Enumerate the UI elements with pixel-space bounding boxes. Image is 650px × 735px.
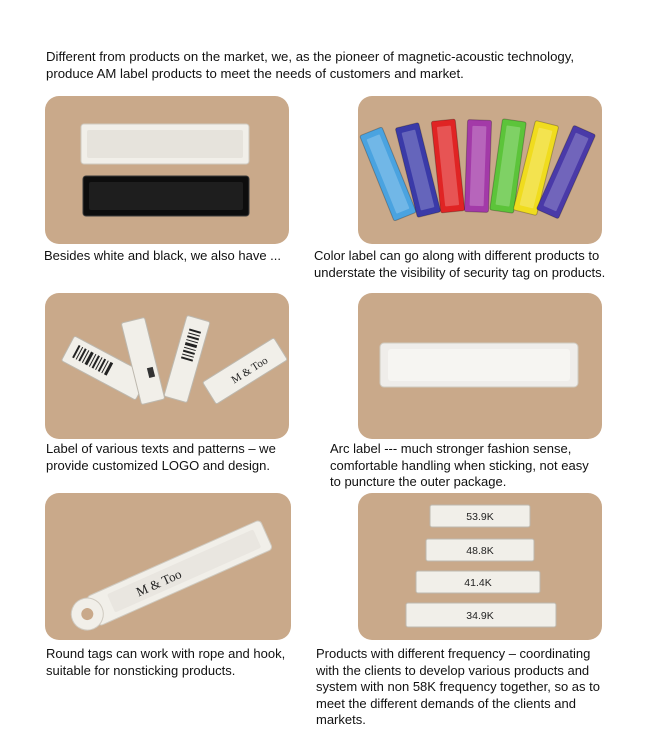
freq-text: 41.4K	[464, 577, 492, 589]
caption-line: Products with different frequency – coordinating	[316, 646, 591, 661]
freq-text: 34.9K	[466, 610, 494, 622]
photo-printed-labels	[45, 293, 289, 439]
photo-frequency-labels	[358, 493, 602, 640]
caption-line: suitable for nonsticking products.	[46, 662, 236, 678]
freq-label-4	[406, 603, 556, 627]
caption-line: Round tags can work with rope and hook,	[46, 646, 286, 661]
color-label-strip	[464, 120, 491, 213]
caption-line: with the clients to develop various products and	[316, 662, 590, 678]
caption-line: meet the different demands of the clients and	[316, 695, 576, 711]
caption-color	[314, 248, 605, 281]
caption-line: comfortable handling when sticking, not easy	[330, 457, 589, 473]
tag-text: M & Too	[229, 354, 271, 387]
photo-color-labels	[358, 96, 602, 244]
caption-line: markets.	[316, 712, 366, 727]
freq-text: 48.8K	[466, 545, 494, 557]
caption-line: system with non 58K frequency together, so as to	[316, 679, 600, 694]
caption-round	[46, 646, 285, 679]
caption-arc	[330, 441, 589, 491]
intro-line-1: Different from products on the market, we, as the pioneer of magnetic-acoustic technology,	[46, 49, 575, 64]
caption-line: understate the visibility of security tag on products.	[314, 264, 606, 280]
caption-line: Arc label --- much stronger fashion sense,	[330, 441, 572, 456]
caption-frequency	[316, 646, 600, 729]
caption-white-black	[44, 248, 281, 265]
caption-line: to puncture the outer package.	[330, 474, 507, 489]
caption-line: provide customized LOGO and design.	[46, 457, 271, 473]
tag-text: M & Too	[133, 566, 184, 600]
caption-printed	[46, 441, 276, 474]
freq-label-1	[430, 505, 530, 527]
freq-label-2	[426, 539, 534, 561]
caption-line: Color label can go along with different products to	[314, 248, 600, 263]
photo-white-black-labels	[45, 96, 289, 244]
freq-label-3	[416, 571, 540, 593]
caption-line: Besides white and black, we also have ...	[44, 248, 282, 263]
intro-line-2: produce AM label products to meet the needs of customers and market.	[46, 66, 464, 81]
intro-text	[46, 48, 616, 82]
caption-line: Label of various texts and patterns – we	[46, 441, 276, 456]
photo-round-tag	[45, 493, 291, 640]
freq-text: 53.9K	[466, 511, 494, 523]
photo-arc-label	[358, 293, 602, 439]
